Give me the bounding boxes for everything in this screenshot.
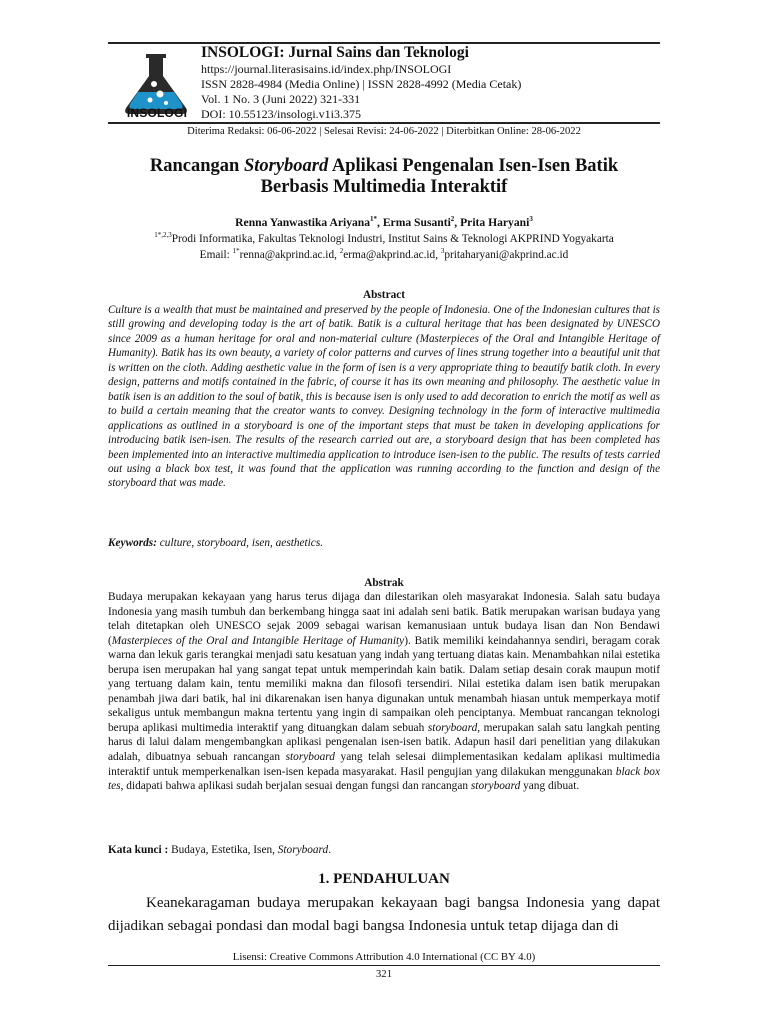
author-name: , Prita Haryani xyxy=(454,216,530,229)
kata-kunci-italic: Storyboard xyxy=(277,844,329,856)
abstrak-italic: black box tes xyxy=(108,765,661,793)
abstrak-italic: Masterpieces of the Oral and Intangible Heritage of Humanity xyxy=(111,634,405,647)
keywords-id xyxy=(108,843,660,857)
journal-doi[interactable]: DOI: 10.55123/insologi.v1i3.375 xyxy=(201,107,362,121)
keywords-list: culture, storyboard, isen, aesthetics. xyxy=(156,537,324,549)
author-sup: 2 xyxy=(450,215,455,223)
submission-dates: Diterima Redaksi: 06-06-2022 | Selesai Revisi: 24-06-2022 | Diterbitkan Online: 28-06-2022 xyxy=(187,126,581,137)
email-label: Email: xyxy=(199,249,233,261)
footer-rule xyxy=(108,965,660,966)
kata-kunci-end: . xyxy=(328,844,332,856)
affiliation-block xyxy=(108,231,660,263)
abstrak-seg: ). Batik memiliki keindahannya sendiri, beragam corak warna dan lekuk garis terangkai menjadi satu kesatuan yang indah yang tertuang diatas kain. Menambahkan nilai estetika berupa isen merupakan hal yang sangat tepat untuk memperindah kain batik. Dalam setiap desain corak maupun motif yang tertuang dalam kain, tentu memiliki makna dan filosofi tersendiri. Nilai estetika dalam isen batik merupakan penambah jiwa dari batik, hal ini dikarenakan isen hanya digunakan untuk menambah hiasan untuk memperkaya motif sekaligus untuk membangun makna tertentu yang ingin di sampaikan oleh penciptanya. Membuat rancangan teknologi berupa aplikasi multimedia interaktif yang dituangkan dalam sebuah xyxy=(108,634,660,734)
kata-kunci-label: Kata kunci : xyxy=(108,844,169,856)
author-sup: 3 xyxy=(529,215,533,223)
author-list xyxy=(108,216,660,230)
intro-text: Keanekaragaman budaya merupakan kekayaan bagi bangsa Indonesia yang dapat dijadikan sebagai pondasi dan modal bagi bangsa Indonesia untuk tetap dijaga dan di xyxy=(108,895,660,934)
author-name: Renna Yanwastika Ariyana xyxy=(235,216,371,229)
abstract-en-heading: Abstract xyxy=(362,289,406,301)
author-name: , Erma Susanti xyxy=(377,216,451,229)
journal-volume: Vol. 1 No. 3 (Juni 2022) 321-331 xyxy=(201,92,361,106)
kata-kunci-list: Budaya, Estetika, Isen, xyxy=(168,844,278,856)
abstrak-seg: yang telah selesai diimplementasikan kedalam aplikasi multimedia interaktif untuk memperkenalkan isen-isen kepada masyarakat. Hasil pengujian yang dilakukan menggunakan xyxy=(108,751,660,778)
abstrak-italic: storyboard xyxy=(470,780,521,793)
keywords-label: Keywords: xyxy=(108,537,157,549)
journal-url[interactable]: https://journal.literasisains.id/index.php/INSOLOGI xyxy=(201,62,452,76)
intro-paragraph xyxy=(108,892,660,938)
keywords-en xyxy=(108,536,660,550)
abstract-en-text: Culture is a wealth that must be maintained and preserved by the people of Indonesia. One of the Indonesian cultures that is still growing and developing today is the art of batik. Batik is a cultural heritage that has been designated by UNESCO since 2009 as a human heritage for oral and non-material culture (Masterpieces of the Oral and Intangible Heritage of Humanity). Batik has its own beauty, a variety of color patterns and curves of lines strung together into a beautiful unit that is written on the cloth. Adding aesthetic value in the form of isen is a very appropriate thing to beautify batik cloth. In every design, patterns and motifs contained in the fabric, of course it has its own meaning and philosophy. The aesthetic value in batik isen is an addition to the soul of batik, this is because isen is only used to add decoration to enrich the motif as well as to build a certain meaning that the creator wants to convey. Designing technology in the form of interactive multimedia applications as outlined in a storyboard is one of the important steps that must be taken in developing applications for introducing batik isen-isen. The results of the research carried out are, a storyboard design that has been completed has been implemented into an interactive multimedia application to introduce isen-isen to the public. The results of tests carried out using a black box test, it was found that the application was running according to the function and design of the storyboard that was made. xyxy=(108,304,660,490)
page-number: 321 xyxy=(375,968,393,980)
abstract-id-heading: Abstrak xyxy=(364,577,404,589)
affil-sup: 1*,2,3 xyxy=(154,231,172,239)
journal-issn: ISSN 2828-4984 (Media Online) | ISSN 2828-4992 (Media Cetak) xyxy=(201,77,522,91)
journal-title: INSOLOGI: Jurnal Sains dan Teknologi xyxy=(201,44,469,61)
title-italic: Storyboard xyxy=(243,156,329,176)
header-bottom-rule xyxy=(108,122,660,124)
title-line2: Berbasis Multimedia Interaktif xyxy=(260,177,508,197)
section-heading: 1. PENDAHULUAN xyxy=(318,871,450,887)
title-part1: Rancangan xyxy=(149,156,244,176)
journal-info xyxy=(201,44,661,122)
email-sup: 1* xyxy=(232,247,240,255)
paper-title xyxy=(108,156,660,198)
author-sup: 1* xyxy=(370,215,378,223)
abstrak-seg: Budaya merupakan kekayaan yang harus terus dijaga dan dilestarikan oleh masyarakat Indonesia. Salah satu budaya Indonesia yang masih tumbuh dan berkembang hingga saat ini adalah seni batik. Batik merupakan warisan budaya yang telah ditetapkan oleh UNESCO sejak 2009 sebagai warisan kemanusiaan untuk budaya lisan dan Non Bendawi ( xyxy=(108,591,660,647)
abstrak-italic: storyboard xyxy=(285,751,335,764)
email-3[interactable]: pritaharyani@akprind.ac.id xyxy=(444,249,569,261)
abstrak-italic: storyboard xyxy=(427,721,478,734)
title-part2: Aplikasi Pengenalan Isen-Isen Batik xyxy=(328,156,619,176)
logo-text: INSOLOGI xyxy=(126,106,188,120)
email-2[interactable]: erma@akprind.ac.id, xyxy=(343,249,441,261)
affiliation: Prodi Informatika, Fakultas Teknologi Industri, Institut Sains & Teknologi AKPRIND Yogyakarta xyxy=(171,233,614,245)
email-sup: 3 xyxy=(440,247,445,255)
email-1[interactable]: renna@akprind.ac.id, xyxy=(239,249,340,261)
abstrak-seg: , didapati bahwa aplikasi sudah berjalan sesuai dengan fungsi dan rancangan xyxy=(120,780,471,793)
license-text: Lisensi: Creative Commons Attribution 4.0 International (CC BY 4.0) xyxy=(232,951,536,963)
abstract-id-text xyxy=(108,590,660,794)
abstrak-seg: yang dibuat. xyxy=(520,780,580,793)
abstrak-seg: , merupakan salah satu langkah penting harus di lalui dalam mengembangkan aplikasi pengenalan isen-isen batik. Adapun hasil dari penelitian yang dilakukan adalah, dibuatnya sebuah rancangan xyxy=(108,721,660,764)
email-sup: 2 xyxy=(339,247,344,255)
